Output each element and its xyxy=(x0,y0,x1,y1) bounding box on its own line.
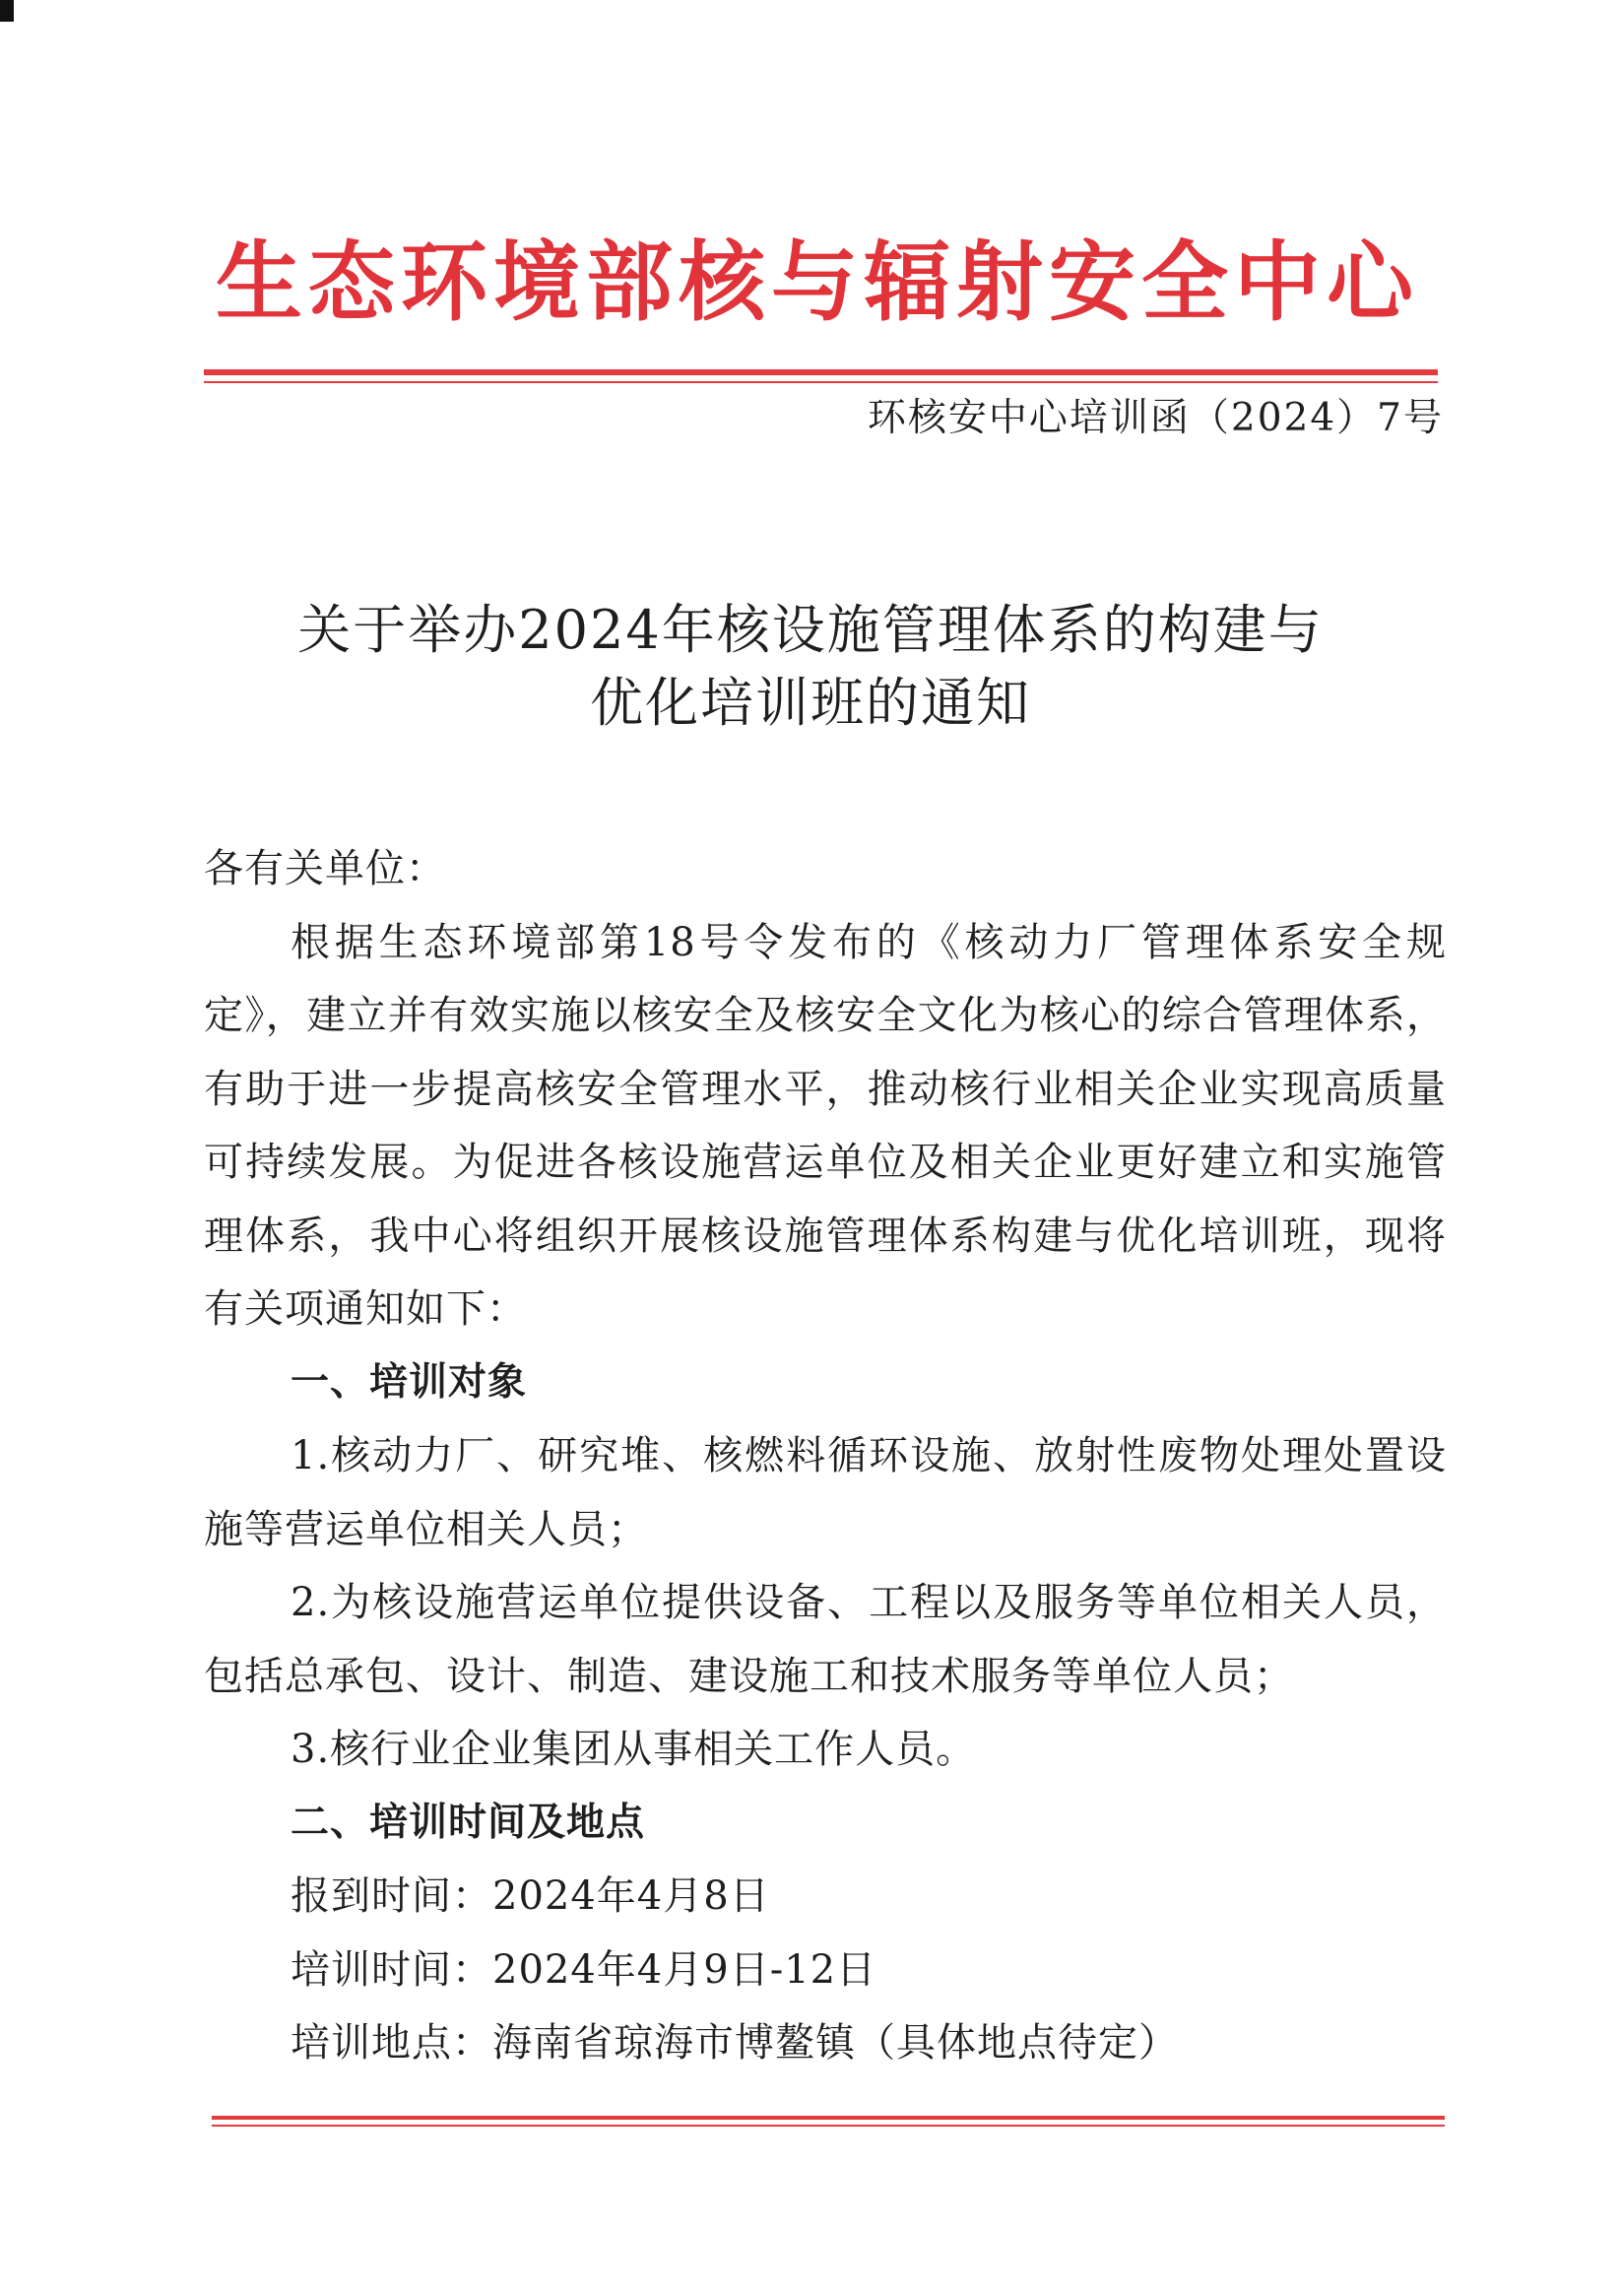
section-1-heading: 一、培训对象 xyxy=(291,1359,528,1405)
letterhead-title: 生态环境部核与辐射安全中心 xyxy=(215,231,1419,333)
title-line-1: 关于举办2024年核设施管理体系的构建与 xyxy=(297,599,1324,661)
letterhead-rule-thick xyxy=(204,369,1438,375)
list-item: 1.核动力厂、研究堆、核燃料循环设施、放射性废物处理处置设施等营运单位相关人员； xyxy=(204,1433,1447,1552)
intro-paragraph: 根据生态环境部第18号令发布的《核动力厂管理体系安全规定》，建立并有效实施以核安全及核安全文化为核心的综合管理体系，有助于进一步提高核安全管理水平，推动核行业相关企业实现高质量可持续发展。为促进各核设施营运单位及相关企业更好建立和实施管理体系，我中心将组织开展核设施管理体系构建与优化培训班，现将有关项通知如下： xyxy=(204,919,1447,1332)
list-item: 2.为核设施营运单位提供设备、工程以及服务等单位相关人员，包括总承包、设计、制造、建设施工和技术服务等单位人员； xyxy=(204,1580,1447,1699)
letterhead-rule-thin xyxy=(204,381,1438,383)
training-time: 培训时间：2024年4月9日-12日 xyxy=(291,1946,877,1993)
list-item: 3.核行业企业集团从事相关工作人员。 xyxy=(291,1727,977,1772)
title-line-2: 优化培训班的通知 xyxy=(590,672,1031,734)
footer-rule-thin xyxy=(212,2125,1445,2127)
document-title xyxy=(158,594,1463,740)
footer-rule-thick xyxy=(212,2116,1445,2120)
document-body xyxy=(204,832,1447,2080)
salutation: 各有关单位： xyxy=(204,846,446,891)
report-time: 报到时间：2024年4月8日 xyxy=(291,1873,770,1919)
training-location: 培训地点：海南省琼海市博鳌镇（具体地点待定） xyxy=(291,2020,1179,2066)
section-2-heading: 二、培训时间及地点 xyxy=(291,1800,646,1845)
document-number: 环核安中心培训函（2024）7号 xyxy=(867,396,1444,440)
scan-corner-mark xyxy=(0,0,14,22)
